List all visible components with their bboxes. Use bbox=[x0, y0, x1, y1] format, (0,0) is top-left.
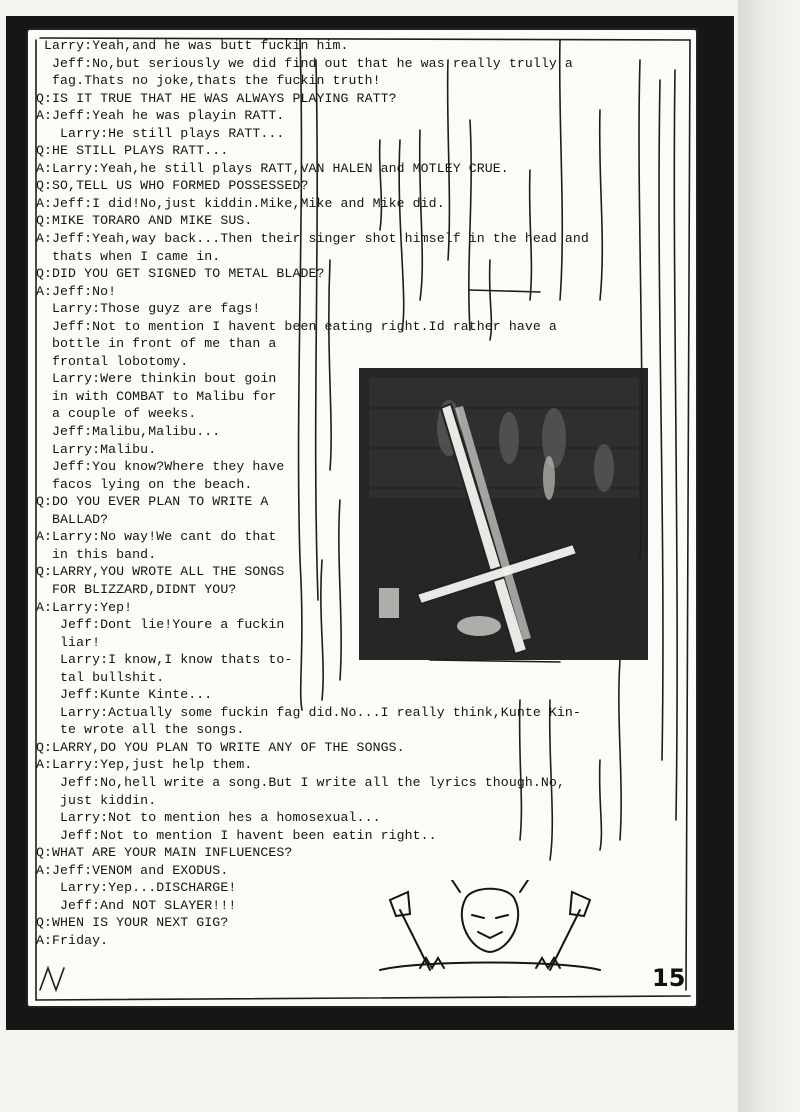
interview-line: A:Larry:Yeah,he still plays RATT,VAN HALEN and MOTLEY CRUE. bbox=[36, 160, 509, 176]
interview-line: a couple of weeks. bbox=[36, 406, 197, 422]
interview-line: Larry:Were thinkin bout goin bbox=[36, 371, 277, 387]
interview-line: Larry:Those guyz are fags! bbox=[36, 301, 261, 317]
interview-line: Q:DO YOU EVER PLAN TO WRITE A bbox=[36, 494, 269, 510]
interview-line: Jeff:No,but seriously we did find out that he was really trully a bbox=[36, 55, 573, 71]
interview-line: Q:WHEN IS YOUR NEXT GIG? bbox=[36, 915, 229, 931]
demon-with-torches-icon bbox=[360, 880, 620, 980]
interview-line: bottle in front of me than a bbox=[36, 336, 277, 352]
interview-line: A:Jeff:No! bbox=[36, 283, 117, 299]
interview-line: Q:SO,TELL US WHO FORMED POSSESSED? bbox=[36, 178, 309, 194]
interview-line: A:Jeff:I did!No,just kiddin.Mike,Mike and Mike did. bbox=[36, 195, 445, 211]
interview-line: fag.Thats no joke,thats the fuckin truth! bbox=[36, 73, 381, 89]
interview-line: Jeff:You know?Where they have bbox=[36, 459, 285, 475]
interview-line: tal bullshit. bbox=[36, 669, 165, 685]
interview-line: BALLAD? bbox=[36, 511, 109, 527]
interview-line: Larry:Yep...DISCHARGE! bbox=[36, 880, 237, 896]
interview-line: FOR BLIZZARD,DIDNT YOU? bbox=[36, 581, 237, 597]
interview-line: A:Larry:No way!We cant do that bbox=[36, 529, 277, 545]
interview-line: Jeff:Malibu,Malibu... bbox=[36, 424, 221, 440]
band-photo bbox=[359, 368, 648, 660]
page-number: 15 bbox=[652, 964, 686, 992]
interview-line: Larry:Actually some fuckin fag did.No...I really think,Kunte Kin- bbox=[36, 704, 581, 720]
inverted-cross-icon bbox=[359, 368, 648, 660]
interview-line: Larry:Not to mention hes a homosexual... bbox=[36, 810, 381, 826]
interview-line: A:Larry:Yep! bbox=[36, 599, 133, 615]
interview-line: thats when I came in. bbox=[36, 248, 221, 264]
interview-line: Jeff:Kunte Kinte... bbox=[36, 687, 213, 703]
interview-line: A:Jeff:Yeah he was playin RATT. bbox=[36, 108, 285, 124]
interview-line: in with COMBAT to Malibu for bbox=[36, 388, 277, 404]
interview-line: Larry:Yeah,and he was butt fuckin him. bbox=[36, 38, 349, 53]
interview-line: Q:DID YOU GET SIGNED TO METAL BLADE? bbox=[36, 266, 325, 282]
interview-line: Larry:He still plays RATT... bbox=[36, 125, 285, 141]
interview-line: Jeff:Dont lie!Youre a fuckin bbox=[36, 617, 285, 633]
interview-line: Jeff:Not to mention I havent been eatin right.. bbox=[36, 827, 437, 843]
interview-line: facos lying on the beach. bbox=[36, 476, 253, 492]
interview-line: liar! bbox=[36, 634, 101, 650]
interview-line: Q:WHAT ARE YOUR MAIN INFLUENCES? bbox=[36, 845, 293, 861]
interview-line: Jeff:No,hell write a song.But I write all the lyrics though.No, bbox=[36, 774, 565, 790]
interview-line: in this band. bbox=[36, 546, 157, 562]
interview-line: Q:LARRY,DO YOU PLAN TO WRITE ANY OF THE SONGS. bbox=[36, 739, 405, 755]
interview-line: just kiddin. bbox=[36, 792, 157, 808]
interview-line: te wrote all the songs. bbox=[36, 722, 245, 738]
page-edge-shadow bbox=[738, 0, 800, 1112]
interview-line: A:Jeff:Yeah,way back...Then their singer shot himself in the head and bbox=[36, 231, 589, 247]
interview-line: Q:LARRY,YOU WROTE ALL THE SONGS bbox=[36, 564, 285, 580]
interview-line: Larry:I know,I know thats to- bbox=[36, 652, 293, 668]
interview-line: Jeff:And NOT SLAYER!!! bbox=[36, 897, 237, 913]
interview-line: frontal lobotomy. bbox=[36, 353, 189, 369]
interview-line: A:Friday. bbox=[36, 932, 109, 948]
interview-line: Larry:Malibu. bbox=[36, 441, 157, 457]
interview-line: A:Larry:Yep,just help them. bbox=[36, 757, 253, 773]
interview-line: Q:MIKE TORARO AND MIKE SUS. bbox=[36, 213, 253, 229]
interview-line: Q:HE STILL PLAYS RATT... bbox=[36, 143, 229, 159]
interview-line: Jeff:Not to mention I havent been eating right.Id rather have a bbox=[36, 318, 557, 334]
interview-line: A:Jeff:VENOM and EXODUS. bbox=[36, 862, 229, 878]
interview-line: Q:IS IT TRUE THAT HE WAS ALWAYS PLAYING RATT? bbox=[36, 90, 397, 106]
